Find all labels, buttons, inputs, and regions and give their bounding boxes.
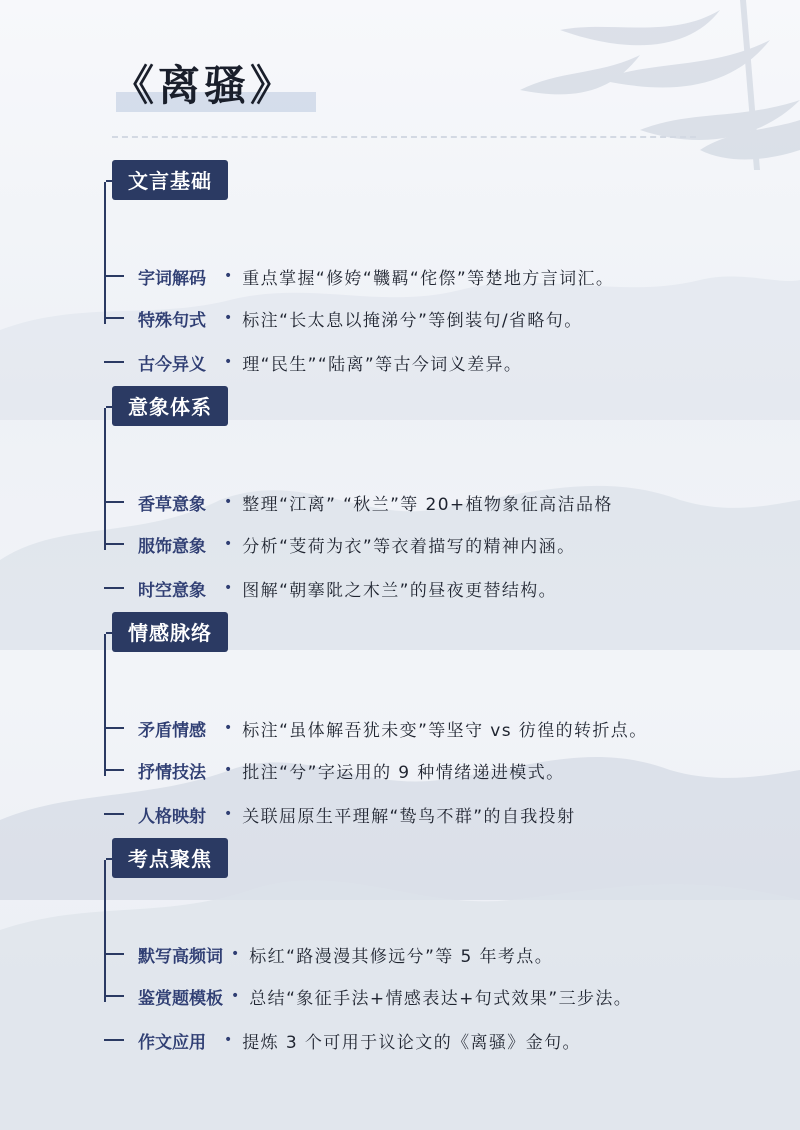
item-description: 整理“江离” “秋兰”等 20+植物象征高洁品格 [242,494,613,515]
list-item [104,802,575,826]
list-item [104,1028,581,1052]
section-heading: 考点聚焦 [112,838,228,878]
section-qinggan-mailuo [104,612,784,827]
bullet-icon: • [224,720,233,736]
list-item [104,264,614,288]
item-label: 默写高频词 [138,946,223,967]
title-block [112,60,296,112]
tree-branch [104,727,124,729]
tree-line [104,182,106,324]
item-description: 批注“兮”字运用的 9 种情绪递进模式。 [242,762,565,783]
list-item [104,758,565,782]
tree-branch [104,501,124,503]
list-item [104,716,648,740]
list-item [104,532,575,556]
bullet-icon: • [224,494,233,510]
section-heading: 文言基础 [112,160,228,200]
list-item [104,490,613,514]
section-heading: 情感脉络 [112,612,228,652]
item-description: 理“民生”“陆离”等古今词义差异。 [242,354,523,375]
list-item [104,576,557,600]
tree-line [104,408,106,550]
tree-line [104,860,106,1002]
list-item [104,306,583,330]
item-description: 标红“路漫漫其修远兮”等 5 年考点。 [249,946,554,967]
item-label: 服饰意象 [138,536,206,557]
tree-branch [104,275,124,277]
bullet-icon: • [231,946,240,962]
item-label: 古今异义 [138,354,206,375]
item-description: 标注“虽体解吾犹未变”等坚守 vs 彷徨的转折点。 [242,720,648,741]
section-wenyan-jichu [104,160,784,375]
title-divider [112,136,696,138]
item-description: 提炼 3 个可用于议论文的《离骚》金句。 [242,1032,581,1053]
tree-branch [104,953,124,955]
tree-branch [104,1039,124,1041]
item-label: 时空意象 [138,580,206,601]
item-label: 抒情技法 [138,762,206,783]
section-heading: 意象体系 [112,386,228,426]
tree-branch [104,543,124,545]
page-title: 《离骚》 [112,61,297,110]
item-label: 特殊句式 [138,310,206,331]
tree-branch [104,587,124,589]
section-yixiang-tixi [104,386,784,601]
item-label: 作文应用 [138,1032,206,1053]
item-label: 鉴赏题模板 [138,988,223,1009]
item-description: 图解“朝搴阰之木兰”的昼夜更替结构。 [242,580,558,601]
bullet-icon: • [224,268,233,284]
section-kaodian-jujiao [104,838,784,1053]
list-item [104,350,522,374]
item-description: 分析“芰荷为衣”等衣着描写的精神内涵。 [242,536,576,557]
item-description: 重点掌握“修姱“鞿羁“侘傺”等楚地方言词汇。 [242,268,615,289]
list-item [104,942,553,966]
tree-branch [104,361,124,363]
bullet-icon: • [224,806,233,822]
tree-branch [104,813,124,815]
item-description: 总结“象征手法+情感表达+句式效果”三步法。 [249,988,633,1009]
item-label: 香草意象 [138,494,206,515]
item-label: 字词解码 [138,268,206,289]
item-label: 矛盾情感 [138,720,206,741]
item-description: 标注“长太息以掩涕兮”等倒装句/省略句。 [242,310,583,331]
list-item [104,984,632,1008]
bullet-icon: • [224,536,233,552]
bullet-icon: • [224,310,233,326]
tree-branch [104,317,124,319]
bullet-icon: • [224,580,233,596]
bullet-icon: • [231,988,240,1004]
bullet-icon: • [224,762,233,778]
tree-branch [104,769,124,771]
tree-branch [104,995,124,997]
item-label: 人格映射 [138,806,206,827]
bullet-icon: • [224,354,233,370]
tree-line [104,634,106,776]
bullet-icon: • [224,1032,233,1048]
item-description: 关联屈原生平理解“鸷鸟不群”的自我投射 [242,806,576,827]
